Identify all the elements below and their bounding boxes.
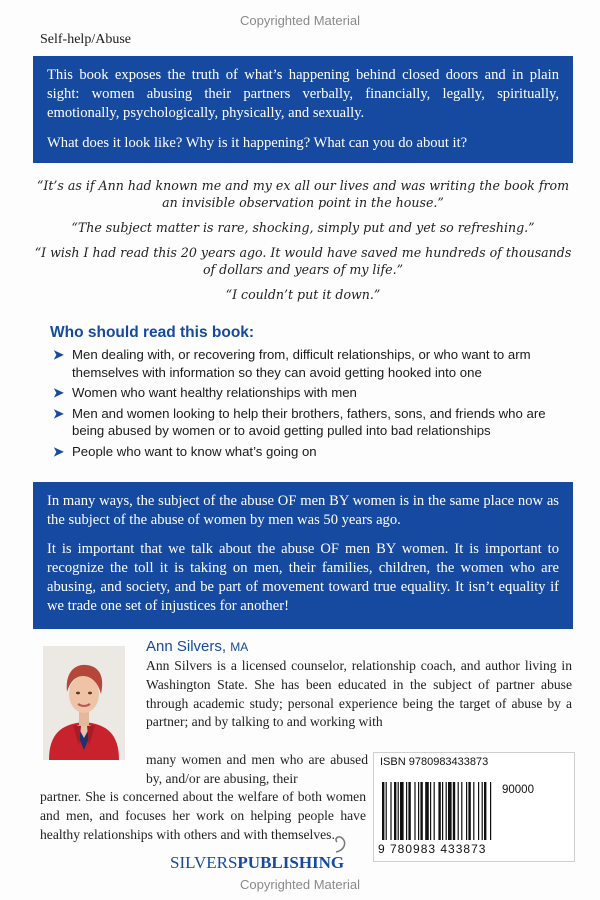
- audience-item-text: Men and women looking to help their brothers, fathers, sons, and friends who are being abused by women or to avoid getting pulled into bad relationships: [72, 405, 546, 438]
- author-bio-middle: many women and men who are abused by, and/or are abusing, their: [146, 752, 368, 786]
- author-name: [146, 638, 248, 655]
- audience-item-text: People who want to know what’s going on: [72, 443, 317, 459]
- publisher-logo: [170, 853, 344, 873]
- barcode-icon: [382, 770, 568, 842]
- publisher-swirl-icon: [333, 834, 349, 854]
- message-paragraph-1: In many ways, the subject of the abuse OF men BY women is in the same place now as the subject of the abuse of women by men was 50 years ago.: [47, 493, 559, 528]
- audience-item-text: Men dealing with, or recovering from, difficult relationships, or who want to arm themselves with information so they can avoid getting hooked into one: [72, 347, 531, 380]
- copyright-watermark-top: Copyrighted Material: [240, 13, 360, 28]
- author-photo: [43, 646, 125, 760]
- chevron-right-icon: ➤: [53, 443, 65, 459]
- chevron-right-icon: ➤: [53, 405, 65, 421]
- message-box: [33, 482, 573, 629]
- author-portrait-icon: [43, 646, 125, 760]
- publisher-name-part2: PUBLISHING: [237, 853, 345, 872]
- testimonial-quote: “The subject matter is rare, shocking, simply put and yet so refreshing.”: [71, 220, 535, 235]
- intro-paragraph-2: What does it look like? Why is it happening? What can you do about it?: [47, 135, 468, 151]
- chevron-right-icon: ➤: [53, 347, 65, 362]
- price-code: 90000: [502, 784, 534, 796]
- list-item: [50, 443, 570, 461]
- author-bio-top: Ann Silvers is a licensed counselor, relationship coach, and author living in Washington State. She has been educated in the subject of partner abuse through academic study; personal experience being the target of abuse by a partner; and by talking to and working with: [146, 658, 572, 730]
- barcode-digits: 9 780983 433873: [378, 842, 487, 856]
- intro-paragraph-1: This book exposes the truth of what’s happening behind closed doors and in plain sight: women abusing their partners verbally, financially, legally, spiritually, emotionally, psychologically, physically, and sexually.: [47, 67, 559, 121]
- testimonials: [33, 177, 573, 311]
- author-name-text: Ann Silvers,: [146, 638, 227, 655]
- chevron-right-icon: ➤: [53, 385, 65, 400]
- publisher-name-part1: SILVERS: [170, 853, 238, 872]
- author-credential: MA: [230, 640, 249, 654]
- list-item: [50, 346, 570, 381]
- testimonial-quote: “I wish I had read this 20 years ago. It would have saved me hundreds of thousands of dollars and years of my life.”: [34, 245, 572, 277]
- audience-list: [50, 346, 570, 460]
- audience-heading: Who should read this book:: [50, 324, 255, 341]
- category-label: Self-help/Abuse: [40, 32, 131, 47]
- testimonial-quote: “It’s as if Ann had known me and my ex all our lives and was writing the book from an invisible observation point in the house.”: [36, 178, 570, 210]
- testimonial-quote: “I couldn’t put it down.”: [225, 287, 381, 302]
- author-bio-bottom: partner. She is concerned about the welfare of both women and men, and focuses her work on helping people have healthy relationships with others and with themselves.: [40, 789, 366, 842]
- list-item: [50, 384, 570, 402]
- isbn-label: ISBN 9780983433873: [380, 756, 489, 768]
- audience-section: [50, 324, 570, 463]
- list-item: [50, 405, 570, 440]
- isbn-barcode-block: [373, 752, 575, 862]
- copyright-watermark-bottom: Copyrighted Material: [240, 877, 360, 892]
- audience-item-text: Women who want healthy relationships with men: [72, 385, 357, 400]
- intro-box: [33, 56, 573, 163]
- message-paragraph-2: It is important that we talk about the abuse OF men BY women. It is important to recognize the toll it is taking on men, their families, children, the women who are abusing, and society, and be part of movement toward true equality. It isn’t equality if we trade one set of injustices for another!: [47, 541, 559, 614]
